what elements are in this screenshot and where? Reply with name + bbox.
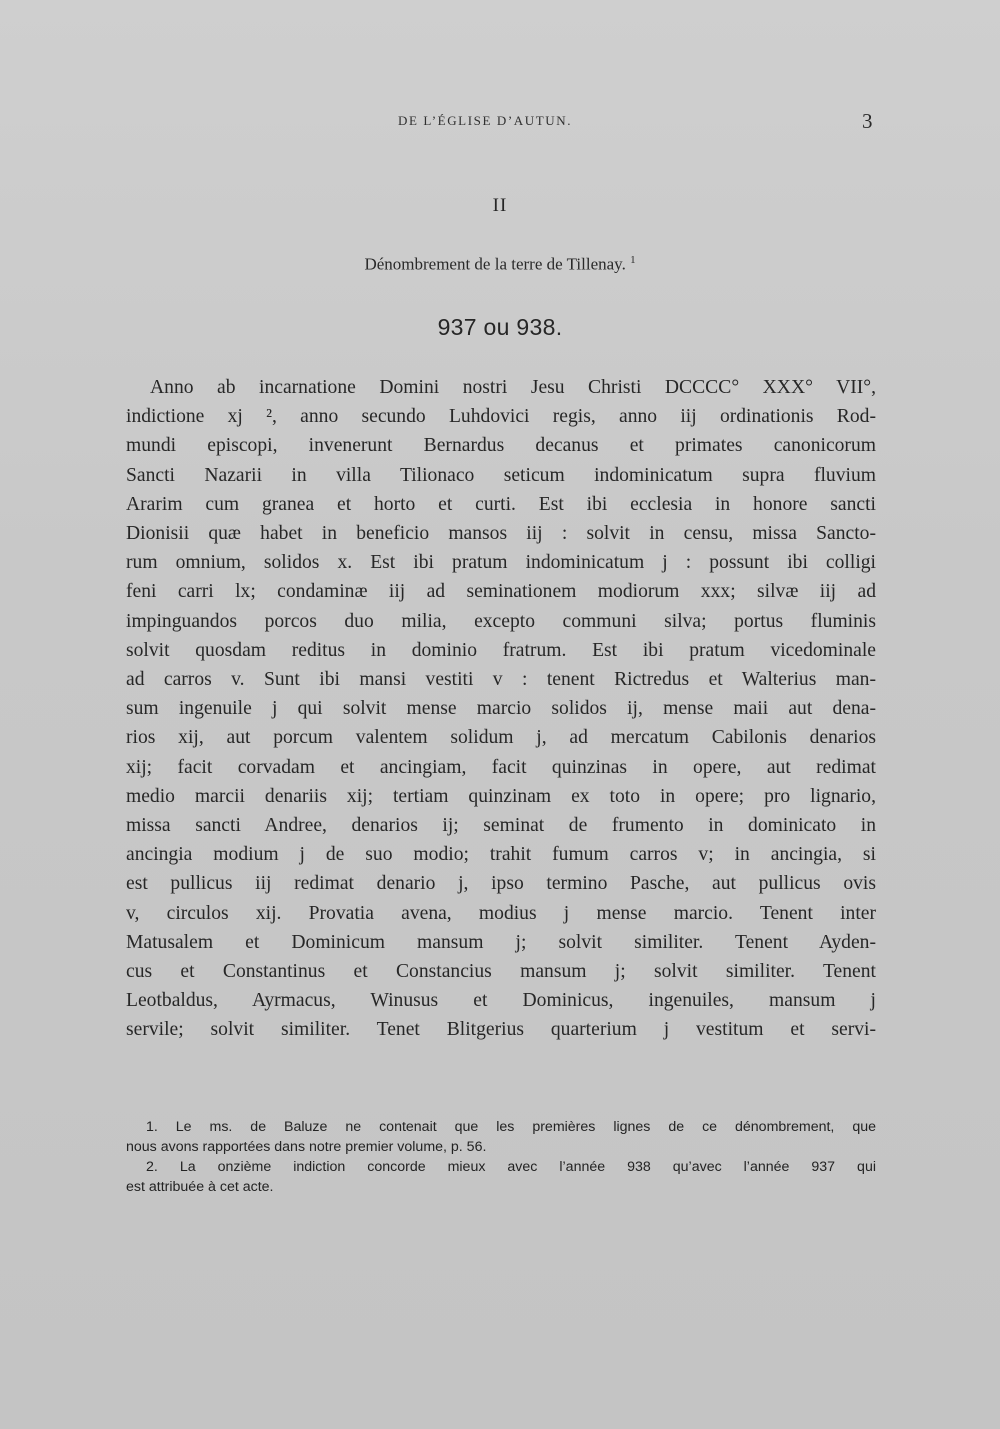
text-line: Dionisii quæ habet in beneficio mansos iij : solvit in censu, missa Sancto- [126, 523, 876, 545]
text-line: ad carros v. Sunt ibi mansi vestiti v : tenent Rictredus et Walterius man- [126, 669, 876, 691]
page-number: 3 [862, 109, 873, 133]
footnote-line: 2. La onzième indiction concorde mieux avec l’année 938 qu’avec l’année 937 qui [146, 1159, 876, 1175]
text-line: Matusalem et Dominicum mansum j; solvit similiter. Tenent Ayden- [126, 931, 876, 953]
footnote-reference: 1 [630, 254, 636, 266]
text-line: xij; facit corvadam et ancingiam, facit quinzinas in opere, aut redimat [126, 756, 876, 778]
text-line: impinguandos porcos duo milia, excepto communi silva; portus fluminis [126, 610, 876, 632]
footnote-line: 1. Le ms. de Baluze ne contenait que les premières lignes de ce dénombrement, que [146, 1119, 876, 1135]
document-title [0, 254, 1000, 275]
charter-text [126, 373, 876, 1045]
text-line: indictione xj ², anno secundo Luhdovici regis, anno iij ordinationis Rod- [126, 406, 876, 428]
footnote-line: est attribuée à cet acte. [126, 1179, 274, 1195]
text-line: rios xij, aut porcum valentem solidum j, ad mercatum Cabilonis denarios [126, 727, 876, 749]
text-line: missa sancti Andree, denarios ij; seminat de frumento in dominicato in [126, 815, 876, 837]
text-line: Anno ab incarnatione Domini nostri Jesu Christi DCCCC° XXX° VII°, [150, 377, 876, 398]
text-line: ancingia modium j de suo modio; trahit fumum carros v; in ancingia, si [126, 844, 876, 866]
footnotes [126, 1117, 876, 1197]
running-head [0, 109, 1000, 137]
text-line: v, circulos xij. Provatia avena, modius j mense marcio. Tenent inter [126, 902, 876, 924]
text-line: mundi episcopi, invenerunt Bernardus decanus et primates canonicorum [126, 435, 876, 457]
document-title-text: Dénombrement de la terre de Tillenay. [364, 254, 626, 274]
text-line: medio marcii denariis xij; tertiam quinzinam ex toto in opere; pro lignario, [126, 785, 876, 807]
section-number: II [492, 195, 508, 216]
text-line: cus et Constantinus et Constancius mansum j; solvit similiter. Tenent [126, 961, 876, 983]
text-line: servile; solvit similiter. Tenet Blitgerius quarterium j vestitum et servi- [126, 1019, 876, 1041]
footnote-2 [126, 1157, 876, 1197]
text-line: sum ingenuile j qui solvit mense marcio solidos ij, mense maii aut dena- [126, 698, 876, 720]
text-line: Ararim cum granea et horto et curti. Est ibi ecclesia in honore sancti [126, 493, 876, 515]
text-line: feni carri lx; condaminæ iij ad seminationem modiorum xxx; silvæ iij ad [126, 581, 876, 603]
footnote-1 [126, 1117, 876, 1157]
running-title: DE L’ÉGLISE D’AUTUN. [398, 113, 573, 128]
text-line: Leotbaldus, Ayrmacus, Winusus et Dominicus, ingenuiles, mansum j [126, 990, 876, 1012]
footnote-line: nous avons rapportées dans notre premier volume, p. 56. [126, 1139, 487, 1155]
document-date: 937 ou 938. [437, 314, 563, 340]
text-line: solvit quosdam reditus in dominio fratrum. Est ibi pratum vicedominale [126, 639, 876, 661]
text-line: Sancti Nazarii in villa Tilionaco seticum indominicatum supra fluvium [126, 464, 876, 486]
text-line: est pullicus iij redimat denario j, ipso termino Pasche, aut pullicus ovis [126, 873, 876, 895]
text-line: rum omnium, solidos x. Est ibi pratum indominicatum j : possunt ibi colligi [126, 552, 876, 574]
